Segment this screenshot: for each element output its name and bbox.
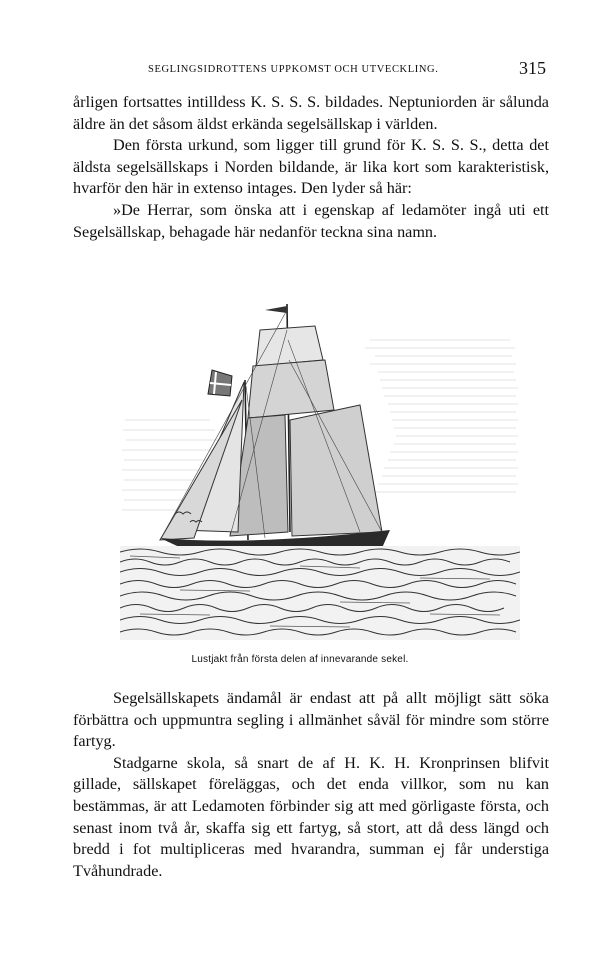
- illustration-caption: Lustjakt från första delen af innevarande sekel.: [191, 654, 409, 665]
- running-title: SEGLINGSIDROTTENS UPPKOMST OCH UTVECKLING.: [148, 64, 439, 75]
- sailing-ship-engraving: [120, 300, 520, 640]
- page-header: [72, 58, 548, 82]
- topsail: [256, 326, 323, 366]
- paragraph: Den första urkund, som ligger till grund för K. S. S. S., detta det äldsta segelsällskaps i Norden bildande, är lika kort som karakteristisk, hvarför den här in extenso intages. Den lyder så här:: [73, 136, 549, 198]
- body-text-bottom: [73, 688, 549, 882]
- pennant: [265, 306, 287, 313]
- body-text-top: [73, 92, 549, 243]
- page-number: 315: [519, 58, 546, 78]
- course-sail: [248, 360, 334, 418]
- paragraph: årligen fortsattes intilldess K. S. S. S. bildades. Neptuniorden är sålunda äldre än det såsom äldst erkända segelsällskap i världen.: [73, 93, 549, 133]
- paragraph: Segelsällskapets ändamål är endast att på allt möjligt sätt söka förbättra och uppmuntra segling i allmänhet såväl för mindre som större fartyg.: [73, 689, 549, 751]
- mainsail: [290, 405, 382, 536]
- paragraph: Stadgarne skola, så snart de af H. K. H. Kronprinsen blifvit gillade, sällskapet föreläggas, och det enda villkor, som nu kan bestämmas, är att Ledamoten förbinder sig att med görligaste första, och senast inom två år, skaffa sig ett fartyg, så stort, att då dess längd och bredd i fot multipliceras med hvarandra, summan ej får understiga Tvåhundrade.: [73, 753, 549, 880]
- paragraph: »De Herrar, som önska att i egenskap af ledamöter ingå uti ett Segelsällskap, behagade här nedanför teckna sina namn.: [73, 200, 549, 241]
